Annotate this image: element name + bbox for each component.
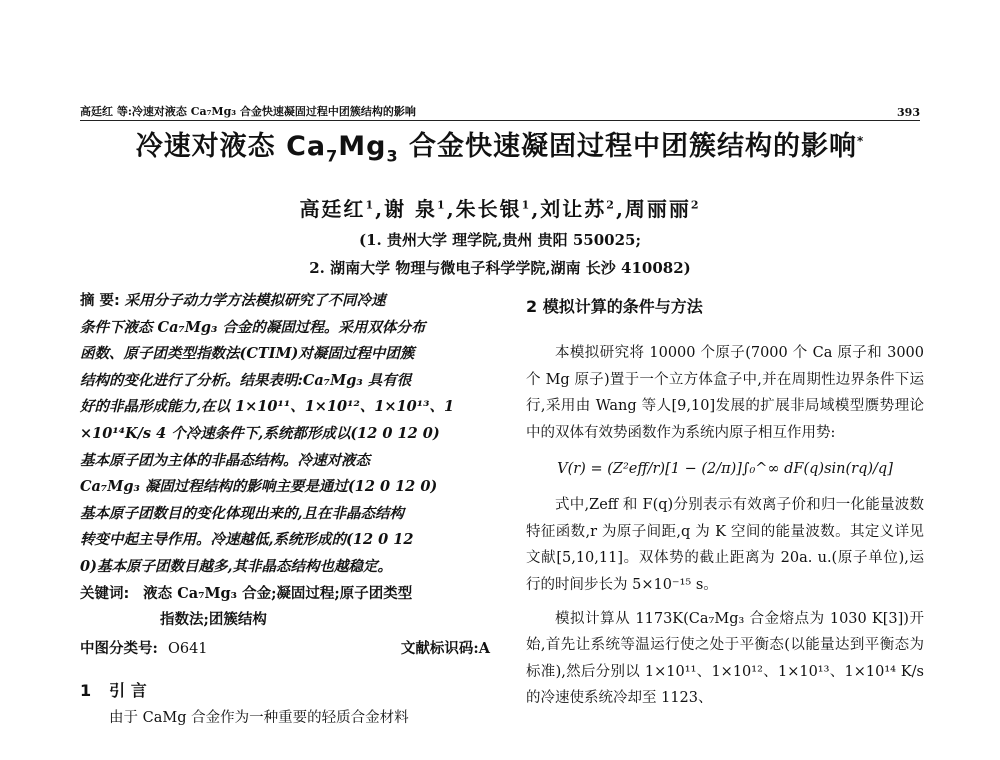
page-number: 393: [897, 106, 920, 119]
section-2-heading: 2 模拟计算的条件与方法: [526, 297, 703, 316]
clc-label: 中图分类号:: [80, 639, 158, 657]
keywords-label: 关键词:: [80, 585, 130, 602]
abstract-text: 采用分子动力学方法模拟研究了不同冷速: [124, 292, 386, 309]
author-affiliation-mark: 1: [365, 198, 376, 212]
abstract-line: 基本原子团数目的变化体现出来的,且在非晶态结构: [80, 504, 405, 522]
affiliation-2: 2. 湖南大学 物理与微电子科学学院,湖南 长沙 410082): [309, 259, 691, 277]
affiliation-1: (1. 贵州大学 理学院,贵州 贵阳 550025;: [358, 231, 642, 249]
author-affiliation-mark: 1: [521, 198, 532, 212]
title-text-3: 合金快速凝固过程中团簇结构的影响: [398, 131, 858, 162]
title-sub-1: 7: [326, 146, 339, 166]
abstract-line: 转变中起主导作用。冷速越低,系统形成的(12 0 12: [80, 531, 414, 549]
clc-code: [80, 636, 208, 663]
title-sub-2: 3: [386, 146, 399, 166]
body-paragraph: 式中,Zeff 和 F(q)分别表示有效离子价和归一化能量波数特征函数,r 为原子间距,q 为 K 空间的能量波数。其定义详见文献[5,10,11]。双体势的截止距离为 20a. u.(原子单位),运行的时间步长为 5×10⁻¹⁵ s。: [526, 497, 924, 593]
left-column: [80, 288, 490, 732]
clc-value: O641: [167, 640, 208, 657]
doc-code: 文献标识码:A: [400, 639, 490, 657]
body-text: 由于 CaMg 合金作为一种重要的轻质合金材料: [109, 709, 409, 726]
author-affiliation-mark: 1: [437, 198, 447, 212]
keywords-text-cont: 指数法;团簇结构: [160, 611, 267, 629]
section-number: 1: [80, 681, 92, 701]
abstract-label: 摘 要:: [80, 293, 120, 309]
classification-row: [80, 636, 490, 663]
body-paragraph: 模拟计算从 1173K(Ca₇Mg₃ 合金熔点为 1030 K[3])开始,首先让系统等温运行使之处于平衡态(以能量达到平衡态为标准),然后分别以 1×10¹¹、1×10¹²、1×10¹³、1×10¹⁴ K/s 的冷速使系统冷却至 1123、: [526, 611, 924, 707]
running-title: 高廷红 等:冷速对液态 Ca₇Mg₃ 合金快速凝固过程中团簇结构的影响: [80, 105, 416, 118]
title-text-1: 冷速对液态 Ca: [135, 131, 327, 162]
abstract-line: 基本原子团为主体的非晶态结构。冷速对液态: [80, 451, 370, 469]
abstract-line: [80, 288, 490, 315]
abstract-line: 条件下液态 Ca₇Mg₃ 合金的凝固过程。采用双体分布: [80, 318, 426, 336]
section-title: 引 言: [109, 681, 147, 701]
author: 周丽丽: [624, 197, 691, 221]
keywords: [80, 581, 490, 608]
abstract-line: ×10¹⁴K/s 4 个冷速条件下,系统都形成以(12 0 12 0): [80, 424, 440, 442]
abstract-line: 0)基本原子团数目越多,其非晶态结构也越稳定。: [80, 557, 392, 575]
title-text-2: Mg: [338, 131, 387, 162]
author: 朱长银: [455, 197, 522, 221]
abstract-line: 结构的变化进行了分析。结果表明:Ca₇Mg₃ 具有很: [80, 371, 412, 389]
abstract-line: Ca₇Mg₃ 凝固过程结构的影响主要是通过(12 0 12 0): [80, 478, 438, 496]
author: 谢 泉: [384, 197, 438, 221]
title-footnote-mark: *: [857, 134, 865, 148]
author-affiliation-mark: 2: [606, 198, 616, 212]
author-affiliation-mark: 2: [690, 198, 701, 212]
section-1-heading: [80, 678, 490, 705]
author-list: 高廷红$^1$,谢 泉$^1$,朱长银$^1$,刘让苏$^2$,周丽丽$^2$: [299, 197, 701, 221]
equation: V(r) = (Z²eff/r)[1 − (2/π)]∫₀^∞ dF(q)sin(rq)/q]: [557, 461, 893, 478]
abstract-line: 好的非晶形成能力,在以 1×10¹¹、1×10¹²、1×10¹³、1: [80, 398, 455, 416]
abstract-line: 函数、原子团类型指数法(CTIM)对凝固过程中团簇: [80, 345, 415, 363]
running-header: [80, 101, 920, 121]
right-column: [526, 294, 924, 712]
author: 刘让苏: [540, 197, 607, 221]
keywords-text: 液态 Ca₇Mg₃ 合金;凝固过程;原子团类型: [143, 584, 413, 602]
paper-title: [80, 124, 920, 165]
body-paragraph: 本模拟研究将 10000 个原子(7000 个 Ca 原子和 3000 个 Mg 原子)置于一个立方体盒子中,并在周期性边界条件下运行,采用由 Wang 等人[9,10]发展的扩展非局域模型赝势理论中的双体有效势函数作为系统内原子相互作用势:: [526, 345, 924, 441]
author: 高廷红: [299, 197, 366, 221]
